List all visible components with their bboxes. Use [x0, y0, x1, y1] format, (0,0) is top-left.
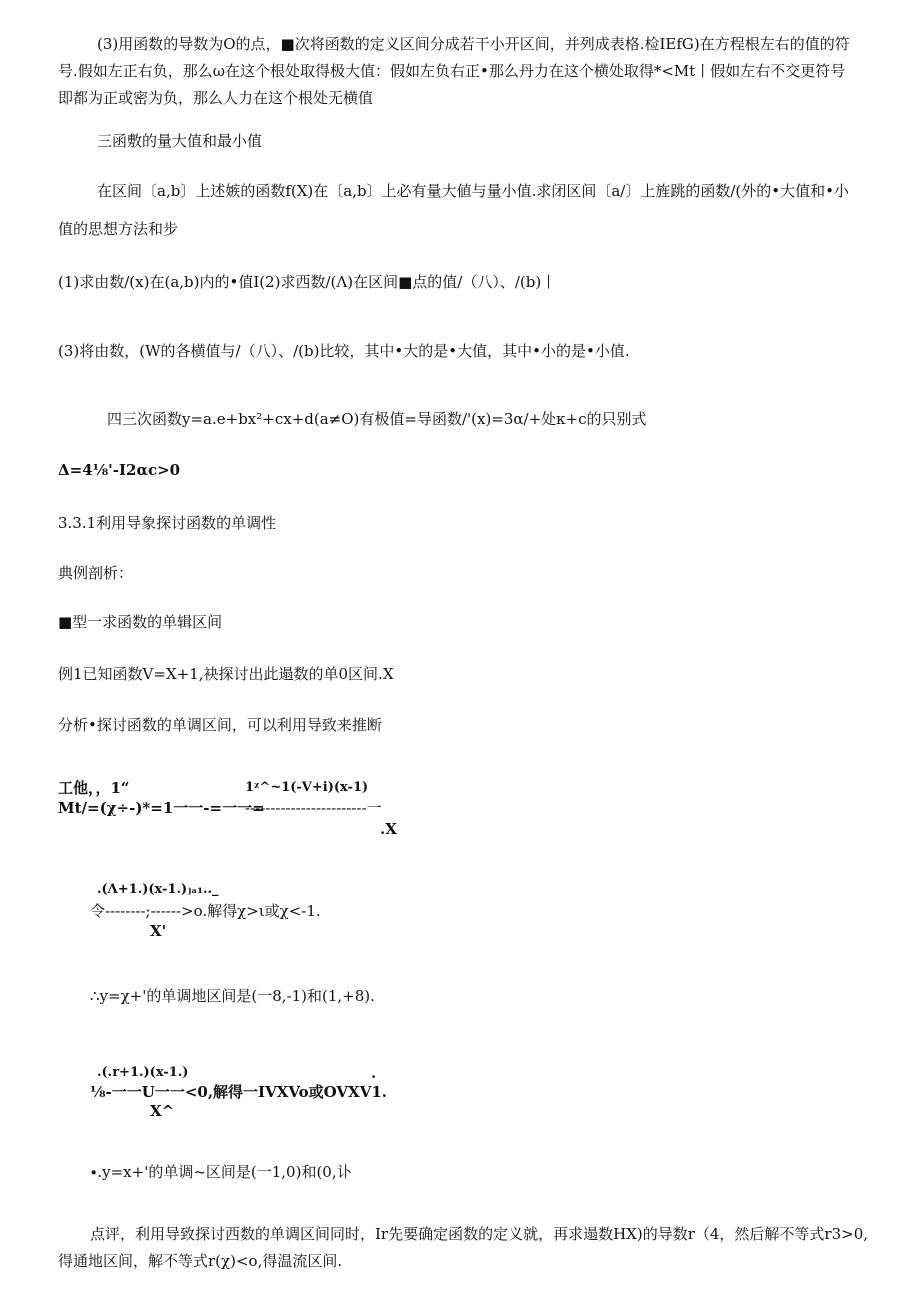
paragraph-line: 号.假如左正右负，那么ω在这个根处取得极大值：假如左负右正•那么丹力在这个横处取得*<Mt丨假如左右不交更符号	[58, 62, 846, 80]
paragraph-line: 在区间〔a,b〕上述嫉的函数f(X)在〔a,b〕上必有量大値与量小值.求闭区间〔a/〕上旌跳的函数/(外的•大值和•小	[97, 182, 849, 200]
formula-line: .(Λ+1.)(x-1.)ⱼₐ₁.._	[97, 882, 219, 897]
formula-line: .(.r+1.)(x-1.)	[97, 1065, 189, 1080]
formula-line: .X	[380, 820, 397, 838]
formula-line: Mt/=(χ÷-)*=1一一-=一一=	[58, 799, 265, 817]
note-line: 得通地区间，解不等式r(χ)<o,得温流区间.	[58, 1252, 343, 1270]
paragraph-line: 典例剖析：	[58, 564, 134, 582]
formula-line: 令--------;------>o.解得χ>ι或χ<-1.	[90, 902, 321, 920]
paragraph-line: 分析•探讨函数的单调区间，可以利用导致来推断	[58, 716, 382, 734]
formula-line: X^	[150, 1102, 175, 1120]
formula-line: .	[371, 1064, 377, 1082]
paragraph-line: 例1已知函数V=X+1,袂探讨出此遢数的单0区间.X	[58, 665, 394, 683]
result-line: ∙.y=x+'的单调~区间是(一1,0)和(0,讣	[90, 1163, 352, 1181]
paragraph-line: 即都为正或密为负，那么人力在这个根处无横值	[58, 89, 374, 107]
formula-line: 工他，，1“	[58, 779, 130, 797]
formula-line: 1ᵡ^~1(-V+i)(x-1)	[245, 780, 369, 795]
paragraph-line: (3)用函数的导数为O的点，■次将函数的定义区间分成若干小开区间，并列成表格.检IEfG)在方程根左右的值的符	[97, 35, 850, 53]
note-line: 点评，利用导致探讨西数的单调区间同时，Ir先要确定函数的定义就，再求遢数HX)的导数r（4，然后解不等式r3>0,	[90, 1225, 869, 1243]
formula-line: X'	[150, 922, 167, 940]
section-heading: 四三次函数y=a.e+bx²+cx+d(a≠O)有极值=导函数/'(x)=3α/+处κ+c的只别式	[107, 410, 647, 428]
step-line: (1)求由数/(x)在(a,b)内的•值I(2)求西数/(Λ)在区间■点的值/（八）、/(b)丨	[58, 273, 557, 291]
formula-line: Δ=4⅛'-I2αc>0	[58, 461, 181, 479]
section-title: 3.3.1利用导象探讨函数的单调性	[58, 514, 277, 532]
formula-line: ⅛-一一U一一<0,解得一IVXVo或OVXV1.	[90, 1083, 387, 1101]
paragraph-line: 值的思想方法和步	[58, 220, 179, 238]
result-line: ∴y=χ+'的单调地区间是(一8,-1)和(1,+8).	[90, 987, 375, 1005]
section-heading: 三函敷的量大值和最小值	[97, 132, 263, 150]
fraction-bar: ------------------------一	[245, 799, 382, 817]
step-line: (3)将由数，(W的各横值与/（八）、/(b)比较，其中•大的是•大值，其中•小的是•小值.	[58, 342, 630, 360]
paragraph-line: ■型一求函数的单辑区间	[58, 613, 223, 631]
